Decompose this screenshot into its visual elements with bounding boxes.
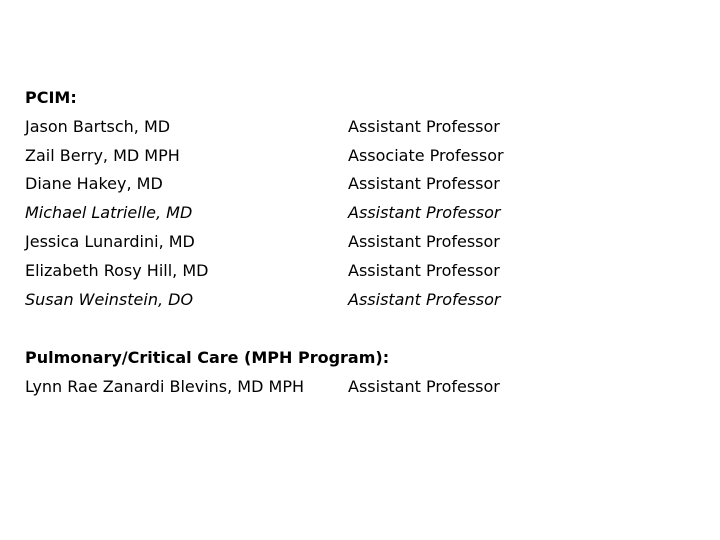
faculty-title: Assistant Professor xyxy=(348,116,500,136)
faculty-row xyxy=(25,142,625,171)
faculty-name: Elizabeth Rosy Hill, MD xyxy=(25,260,209,280)
faculty-title: Assistant Professor xyxy=(348,231,500,251)
pcim-heading: PCIM: xyxy=(25,88,77,107)
faculty-title: Assistant Professor xyxy=(348,376,500,396)
faculty-name: Jason Bartsch, MD xyxy=(25,116,171,136)
faculty-title: Assistant Professor xyxy=(348,174,500,194)
faculty-row xyxy=(25,170,625,199)
faculty-title: Assistant Professor xyxy=(348,289,501,309)
faculty-row xyxy=(25,373,625,402)
faculty-name: Michael Latrielle, MD xyxy=(25,203,193,223)
faculty-name: Lynn Rae Zanardi Blevins, MD MPH xyxy=(25,376,304,396)
faculty-name: Diane Hakey, MD xyxy=(25,174,163,194)
faculty-title: Assistant Professor xyxy=(348,203,501,223)
faculty-name: Jessica Lunardini, MD xyxy=(25,231,195,251)
pulmonary-heading: Pulmonary/Critical Care (MPH Program): xyxy=(25,348,390,367)
faculty-row xyxy=(25,257,625,286)
faculty-row xyxy=(25,228,625,257)
faculty-title: Assistant Professor xyxy=(348,260,500,280)
faculty-row xyxy=(25,199,625,228)
faculty-name: Susan Weinstein, DO xyxy=(25,289,194,309)
faculty-row xyxy=(25,113,625,142)
faculty-name: Zail Berry, MD MPH xyxy=(25,145,180,165)
faculty-title: Associate Professor xyxy=(348,145,504,165)
pulmonary-section xyxy=(25,344,625,402)
pcim-section xyxy=(25,84,625,314)
faculty-row xyxy=(25,286,625,315)
